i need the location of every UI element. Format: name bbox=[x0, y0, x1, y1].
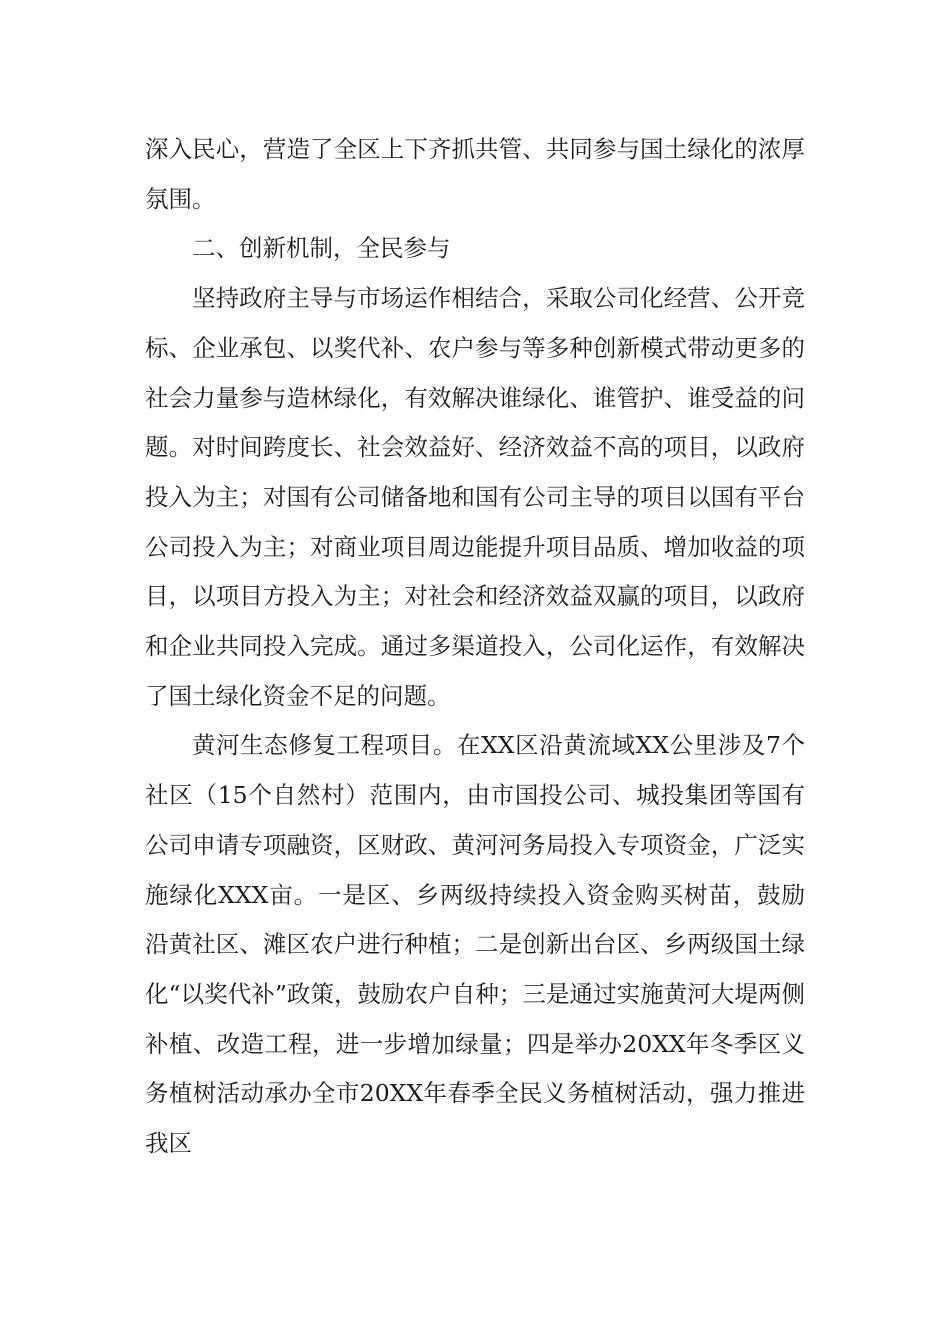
document-page bbox=[145, 125, 805, 1169]
paragraph-continuation: 深入民心，营造了全区上下齐抓共管、共同参与国土绿化的浓厚氛围。 bbox=[145, 135, 805, 213]
section-heading: 二、创新机制，全民参与 bbox=[192, 234, 451, 263]
paragraph-body: 黄河生态修复工程项目。在XX区沿黄流域XX公里涉及7个社区（15个自然村）范围内，由市国投公司、城投集团等国有公司申请专项融资，区财政、黄河河务局投入专项资金，广泛实施绿化XXX亩。一是区、乡两级持续投入资金购买树苗，鼓励沿黄社区、滩区农户进行种植；二是创新出台区、乡两级国土绿化“以奖代补”政策，鼓励农户自种；三是通过实施黄河大堤两侧补植、改造工程，进一步增加绿量；四是举办20XX年冬季区义务植树活动承办全市20XX年春季全民义务植树活动，强力推进我区 bbox=[145, 731, 805, 1158]
paragraph-body: 坚持政府主导与市场运作相结合，采取公司化经营、公开竞标、企业承包、以奖代补、农户参与等多种创新模式带动更多的社会力量参与造林绿化，有效解决谁绿化、谁管护、谁受益的问题。对时间跨度长、社会效益好、经济效益不高的项目，以政府投入为主；对国有公司储备地和国有公司主导的项目以国有平台公司投入为主；对商业项目周边能提升项目品质、增加收益的项目，以项目方投入为主；对社会和经济效益双赢的项目，以政府和企业共同投入完成。通过多渠道投入，公司化运作，有效解决了国土绿化资金不足的问题。 bbox=[145, 284, 805, 710]
